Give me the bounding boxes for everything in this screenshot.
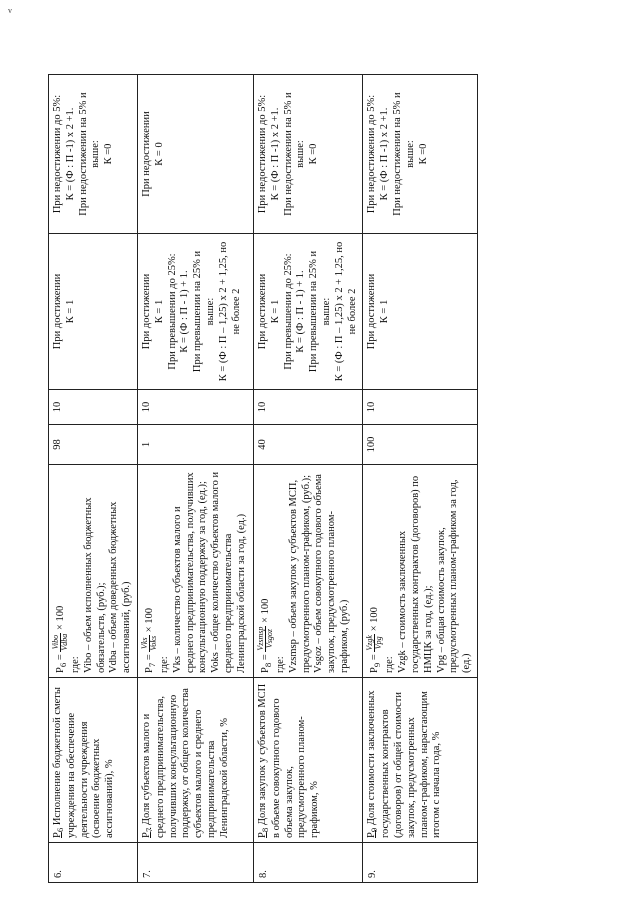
fail-line: К = (Ф : П -1) х 2 +1. (379, 107, 391, 201)
explain-line: где: (158, 656, 170, 673)
formula-explanation (275, 469, 352, 673)
explain-line: Vks – количество субъектов малого и среднего предпринимательства, получивших консультационную поддержку за год, (ед.); (171, 472, 209, 673)
achieve-line: При превышении на 25% и выше: (308, 250, 332, 373)
row-number: 6. (49, 843, 138, 883)
fail-line: При недостижении на 5% и выше: (77, 92, 102, 216)
failure-rule (49, 75, 138, 234)
formula-cell (363, 465, 478, 678)
fail-line: К = (Ф : П -1) х 2 +1. (64, 107, 76, 201)
row-number: 8. (253, 843, 362, 883)
table-row (363, 75, 478, 883)
weight-value: 10 (363, 390, 478, 425)
achievement-rule (363, 234, 478, 390)
fail-line: При недостижении до 5%: (256, 94, 268, 214)
table-row (137, 75, 253, 883)
indicators-table (48, 74, 478, 883)
explain-line: где: (274, 656, 286, 673)
formula-explanation (384, 469, 474, 673)
achieve-line: При достижении (140, 273, 152, 350)
formula-explanation (70, 469, 134, 673)
fail-line: При недостижении до 5%: (366, 94, 378, 214)
explain-line: Vsgoz – объем совокупного годового объема закупок, предусмотренного планом-графиком, (руб.) (313, 474, 350, 673)
indicator-name: $P_8$ Доля закупок у субъектов МСП в объеме совокупного годового объема закупок, предусмотренного планом-графиком, % (253, 678, 362, 843)
formula-fraction: Vzsmsp Vsgoz (255, 626, 274, 651)
table-row (49, 75, 138, 883)
formula: $P_9$ = Vzgk Vpg × 100 (365, 607, 384, 673)
target-value: 100 (363, 425, 478, 465)
table-row (253, 75, 362, 883)
indicator-name: $P_6$ Исполнение бюджетной сметы учреждения на обеспечение деятельности учреждения (освоение бюджетных ассигнований), % (49, 678, 138, 843)
fail-line: При недостижении на 5% и выше: (391, 92, 416, 216)
fail-line: При недостижении до 5%: (52, 94, 63, 214)
failure-rule (253, 75, 362, 234)
achieve-line: К = (Ф : П - 1) + 1. (295, 270, 307, 353)
achieve-line: К = (Ф : П – 1,25) х 2 + 1,25, но не более 2 (333, 241, 358, 382)
weight-value: 10 (137, 390, 253, 425)
explain-line: Vdba – объем доведенных бюджетных ассигнований, (руб.) (108, 501, 133, 673)
explain-line: где: (70, 656, 81, 673)
failure-rule (363, 75, 478, 234)
achieve-line: К = (Ф : П - 1) + 1. (179, 270, 191, 353)
row-number: 9. (363, 843, 478, 883)
formula-cell (137, 465, 253, 678)
formula-fraction: Vibo Vdba (51, 633, 69, 651)
formula: $P_8$ = Vzsmsp Vsgoz × 100 (255, 598, 274, 673)
indicator-name: $P_7$ Доля субъектов малого и среднего предпринимательства, получивших консультационную поддержку, от общего количества субъектов малого и среднего предпринимательства Ленинградской области, % (137, 678, 253, 843)
fail-line: К =0 (308, 143, 320, 165)
achievement-rule (253, 234, 362, 390)
formula-fraction: Vks Voks (139, 635, 158, 651)
target-value: 40 (253, 425, 362, 465)
achieve-line: К = 1 (153, 299, 165, 324)
explain-line: Voks – общее количество субъектов малого и среднего предпринимательства Ленинградской области за год, (ед.) (210, 471, 247, 673)
fail-line: К =0 (417, 143, 429, 165)
fail-line: К = (Ф : П -1) х 2 +1. (269, 107, 281, 201)
achievement-rule (137, 234, 253, 390)
formula-cell (49, 465, 138, 678)
achieve-line: При превышении до 25%: (282, 253, 294, 370)
achieve-line: К = 1 (379, 299, 391, 324)
explain-line: где: (384, 656, 396, 673)
indicator-name: $P_9$ Доля стоимости заключенных государственных контрактов (договоров) от общей стоимости закупок, предусмотренных планом-графиком, нарастающим итогом с начала года, % (363, 678, 478, 843)
formula-fraction: Vzgk Vpg (365, 635, 384, 651)
fail-line: К =0 (103, 143, 115, 165)
formula: $P_7$ = Vks Voks × 100 (139, 608, 158, 673)
failure-rule (137, 75, 253, 234)
formula-explanation (159, 469, 249, 673)
explain-line: Vibo – объем исполненных бюджетных обязательств, (руб.); (82, 497, 107, 673)
explain-line: Vzgk – стоимость заключенных государственных контрактов (договоров) по НМЦК за год, (ед.); (397, 475, 434, 673)
page-mark: v (8, 6, 12, 15)
achieve-line: К = 1 (64, 299, 76, 324)
rotated-table-container (48, 75, 473, 883)
explain-line: Vzsmsp – объем закупок у субъектов МСП, предусмотренного планом-графиком, (руб.); (287, 474, 312, 673)
achieve-line: К = (Ф : П – 1,25) х 2 + 1,25, но не более 2 (217, 241, 242, 382)
row-number: 7. (137, 843, 253, 883)
formula-cell (253, 465, 362, 678)
achieve-line: При достижении (256, 273, 268, 350)
target-value: 1 (137, 425, 253, 465)
formula: $P_6$ = Vibo Vdba × 100 (51, 605, 69, 673)
achieve-line: При достижении (366, 273, 378, 350)
achievement-rule (49, 234, 138, 390)
fail-line: При недостижении на 5% и выше: (282, 92, 307, 216)
weight-value: 10 (49, 390, 138, 425)
weight-value: 10 (253, 390, 362, 425)
target-value: 98 (49, 425, 138, 465)
explain-line: Vpg – общая стоимость закупок, предусмотренных планом-графиком за год, (ед.) (435, 479, 473, 673)
achieve-line: К = 1 (269, 299, 281, 324)
fail-line: При недостижении (140, 111, 152, 197)
fail-line: К = 0 (153, 142, 165, 166)
achieve-line: При превышении на 25% и выше: (192, 250, 216, 373)
achieve-line: При достижении (52, 273, 63, 350)
achieve-line: При превышении до 25%: (166, 253, 178, 370)
